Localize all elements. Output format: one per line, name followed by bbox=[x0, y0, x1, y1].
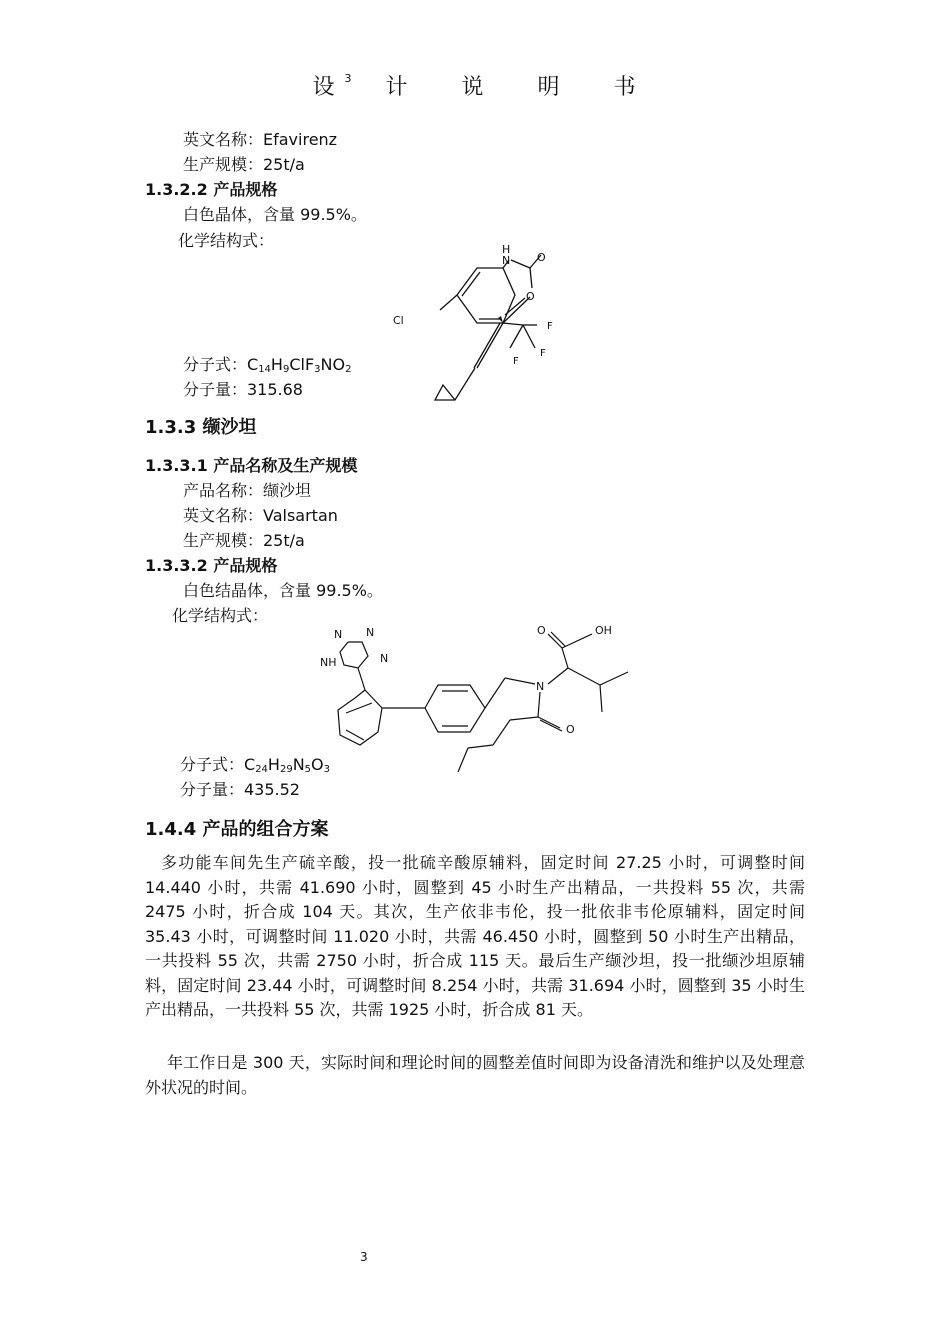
formula-subscript: 3 bbox=[323, 764, 330, 775]
valsartan-formula bbox=[180, 752, 330, 775]
page-header bbox=[0, 70, 950, 101]
formula-subscript: 9 bbox=[282, 364, 290, 375]
valsartan-weight: 分子量：435.52 bbox=[180, 780, 300, 799]
atom-n: N bbox=[502, 254, 511, 267]
formula-element: C bbox=[244, 755, 256, 774]
atom-h: H bbox=[502, 243, 511, 256]
header-char: 说 bbox=[461, 75, 486, 100]
combo-section-title: 1.4.4 产品的组合方案 bbox=[145, 819, 329, 840]
atom-n: N bbox=[366, 626, 375, 639]
efavirenz-en-name: 英文名称：Efavirenz bbox=[183, 130, 338, 149]
atom-f: F bbox=[540, 348, 546, 359]
valsartan-spec: 白色结晶体，含量 99.5%。 bbox=[183, 581, 383, 600]
page-number: 3 bbox=[360, 1250, 368, 1264]
header-sup: 3 bbox=[344, 72, 354, 85]
formula-subscript: 2 bbox=[345, 364, 352, 375]
atom-o: O bbox=[537, 251, 546, 264]
atom-o: O bbox=[566, 723, 575, 736]
combo-paragraph-1: 多功能车间先生产硫辛酸，投一批硫辛酸原辅料，固定时间 27.25 小时，可调整时间 14.440 小时，共需 41.690 小时，圆整到 45 小时生产出精品，一共投料 55 次，共需 2475 小时，折合成 104 天。其次，生产依非韦伦，投一批依非韦伦原辅料，固定时间 35.43 小时，可调整时间 11.020 小时，共需 46.450 小时，圆整到 50 小时生产出精品，一共投料 55 次，共需 2750 小时，折合成 115 天。最后生产缬沙坦，投一批缬沙坦原辅料，固定时间 23.44 小时，可调整时间 8.254 小时，共需 31.694 小时，圆整到 35 小时生产出精品，一共投料 55 次，共需 1925 小时，折合成 81 天。 bbox=[145, 853, 805, 1019]
valsartan-scale: 生产规模：25t/a bbox=[183, 531, 305, 550]
formula-label: 分子式： bbox=[180, 755, 245, 774]
formula-element: O bbox=[311, 755, 324, 774]
efavirenz-spec-heading: 1.3.2.2 产品规格 bbox=[145, 180, 278, 199]
valsartan-section-title: 1.3.3 缬沙坦 bbox=[145, 417, 257, 438]
valsartan-name-heading: 1.3.3.1 产品名称及生产规模 bbox=[145, 456, 358, 475]
formula-element: NO bbox=[320, 355, 346, 374]
efavirenz-spec: 白色晶体，含量 99.5%。 bbox=[183, 205, 367, 224]
formula-subscript: 3 bbox=[314, 364, 321, 375]
efavirenz-formula bbox=[183, 352, 351, 375]
formula-element: N bbox=[292, 755, 305, 774]
atom-f: F bbox=[513, 356, 519, 367]
formula-element: ClF bbox=[289, 355, 315, 374]
efavirenz-struct-label: 化学结构式： bbox=[178, 231, 275, 250]
efavirenz-structure bbox=[385, 240, 585, 415]
atom-n: N bbox=[334, 628, 343, 641]
formula-element: H bbox=[270, 355, 283, 374]
atom-nh: NH bbox=[320, 656, 337, 669]
formula-subscript: 5 bbox=[304, 764, 312, 775]
valsartan-struct-label: 化学结构式： bbox=[172, 606, 269, 625]
valsartan-spec-heading: 1.3.3.2 产品规格 bbox=[145, 556, 278, 575]
header-char: 明 bbox=[537, 75, 562, 100]
atom-f: F bbox=[547, 321, 553, 332]
valsartan-en-name: 英文名称：Valsartan bbox=[183, 506, 338, 525]
atom-cl: Cl bbox=[393, 314, 404, 327]
valsartan-structure bbox=[310, 620, 640, 790]
atom-o: O bbox=[537, 624, 546, 637]
formula-element: C bbox=[247, 355, 259, 374]
efavirenz-weight: 分子量：315.68 bbox=[183, 380, 303, 399]
formula-subscript: 24 bbox=[255, 764, 268, 775]
formula-label: 分子式： bbox=[183, 355, 248, 374]
valsartan-cn-name: 产品名称：缬沙坦 bbox=[183, 481, 312, 500]
formula-subscript: 14 bbox=[258, 364, 271, 375]
atom-o: O bbox=[526, 290, 535, 303]
atom-n: N bbox=[380, 652, 389, 665]
formula-subscript: 29 bbox=[279, 764, 293, 775]
header-char: 书 bbox=[613, 75, 638, 100]
atom-oh: OH bbox=[595, 624, 612, 637]
header-char: 设 bbox=[312, 75, 337, 100]
formula-element: H bbox=[267, 755, 280, 774]
combo-paragraph-2: 年工作日是 300 天，实际时间和理论时间的圆整差值时间即为设备清洗和维护以及处理意外状况的时间。 bbox=[145, 1053, 805, 1097]
efavirenz-scale: 生产规模：25t/a bbox=[183, 155, 305, 174]
atom-n: N bbox=[536, 680, 545, 693]
header-char: 计 bbox=[385, 75, 410, 100]
